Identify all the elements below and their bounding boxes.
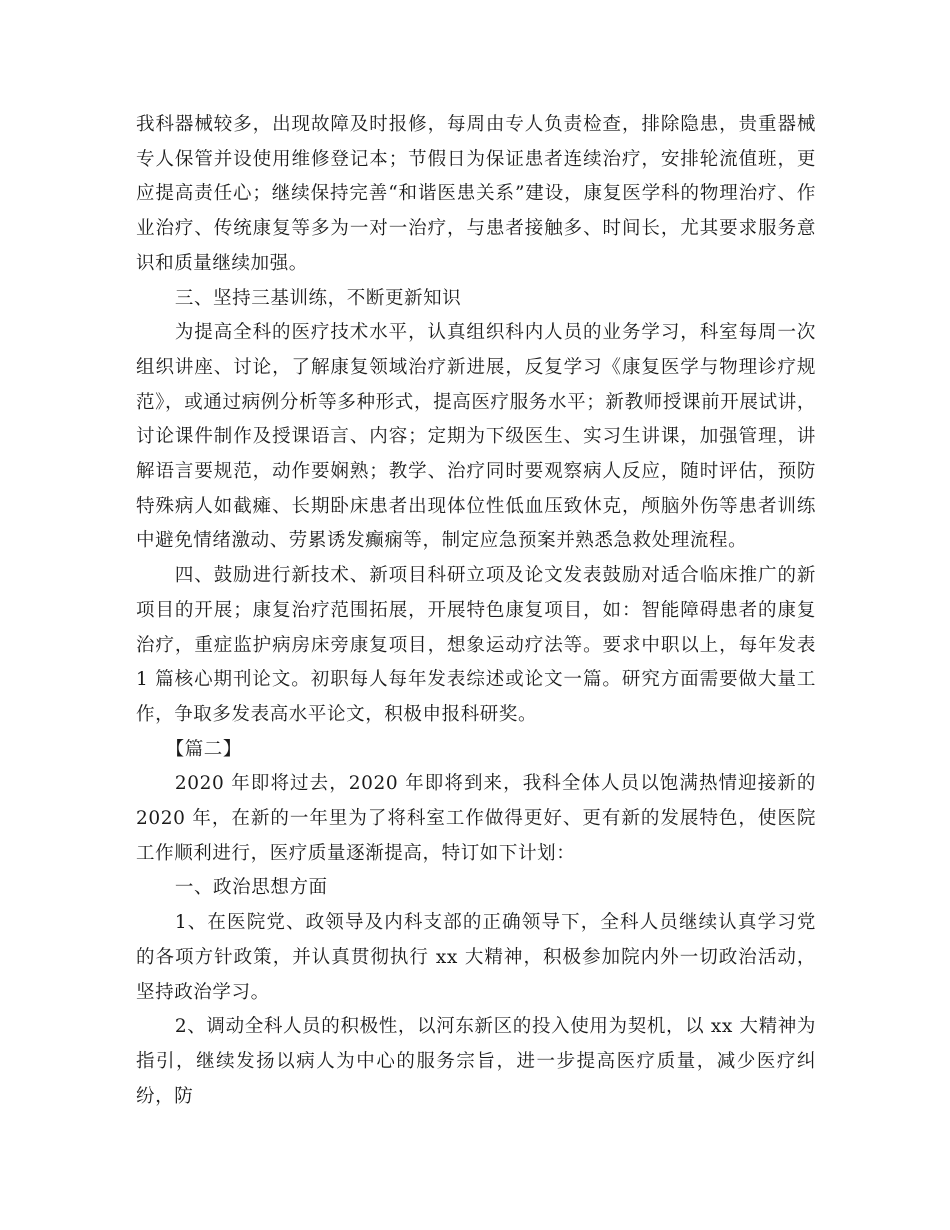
heading-political-thought: 一、政治思想方面 (174, 877, 328, 899)
heading-section-three: 三、坚持三基训练，不断更新知识 (174, 287, 462, 309)
paragraph-training: 为提高全科的医疗技术水平，认真组织科内人员的业务学习，科室每周一次组织讲座、讨论，了解康复领域治疗新进展，反复学习《康复医学与物理诊疗规范》，或通过病例分析等多种形式，提高医疗服务水平；新教师授课前开展试讲，讨论课件制作及授课语言、内容；定期为下级医生、实习生讲课，加强管理，讲解语言要规范，动作要娴熟；教学、治疗同时要观察病人反应，随时评估，预防特殊病人如截瘫、长期卧床患者出现体位性低血压致休克，颅脑外伤等患者训练中避免情绪激动、劳累诱发癫痫等，制定应急预案并熟悉急救处理流程。 (136, 322, 816, 552)
paragraph-item-one: 1、在医院党、政领导及内科支部的正确领导下，全科人员继续认真学习党的各项方针政策，并认真贯彻执行 xx 大精神，积极参加院内外一切政治活动，坚持政治学习。 (136, 912, 816, 1003)
paragraph-plan-intro: 2020 年即将过去，2020 年即将到来，我科全体人员以饱满热情迎接新的 2020 年，在新的一年里为了将科室工作做得更好、更有新的发展特色，使医院工作顺利进行，医疗质量逐渐提高，特订如下计划： (136, 773, 816, 864)
paragraph-item-two: 2、调动全科人员的积极性，以河东新区的投入使用为契机，以 xx 大精神为指引，继续发扬以病人为中心的服务宗旨，进一步提高医疗质量，减少医疗纠纷，防 (136, 1016, 816, 1107)
section-marker-part-two: 【篇二】 (165, 738, 242, 760)
document-body (136, 108, 816, 1114)
paragraph-equipment-service: 我科器械较多，出现故障及时报修，每周由专人负责检查，排除隐患，贵重器械专人保管并设使用维修登记本；节假日为保证患者连续治疗，安排轮流值班，更应提高责任心；继续保持完善“和谐医患关系”建设，康复医学科的物理治疗、作业治疗、传统康复等多为一对一治疗，与患者接触多、时间长，尤其要求服务意识和质量继续加强。 (136, 114, 816, 274)
paragraph-research: 四、鼓励进行新技术、新项目科研立项及论文发表鼓励对适合临床推广的新项目的开展；康复治疗范围拓展，开展特色康复项目，如：智能障碍患者的康复治疗，重症监护病房床旁康复项目，想象运动疗法等。要求中职以上，每年发表 1 篇核心期刊论文。初职每人每年发表综述或论文一篇。研究方面需要做大量工作，争取多发表高水平论文，积极申报科研奖。 (136, 565, 816, 725)
